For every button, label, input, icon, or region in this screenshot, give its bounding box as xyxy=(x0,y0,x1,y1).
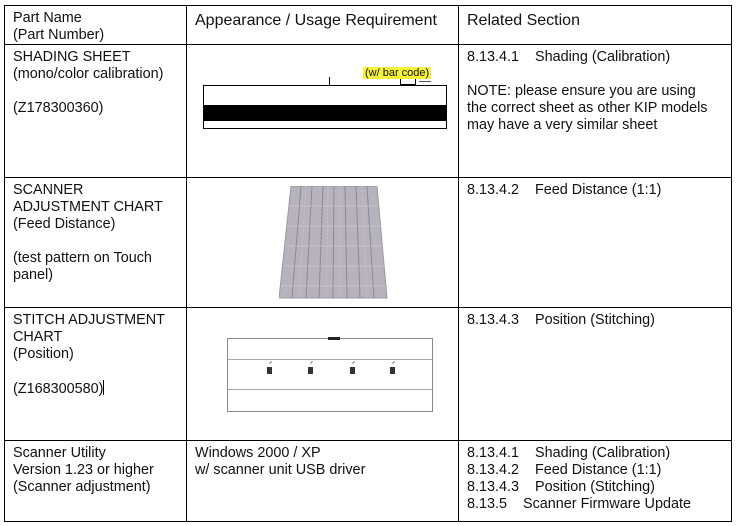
text-cursor xyxy=(103,380,104,395)
header-related-section-text: Related Section xyxy=(467,12,580,29)
dash-icon xyxy=(419,81,431,82)
note-line: may have a very similar sheet xyxy=(467,117,658,133)
header-row xyxy=(5,6,732,45)
stitch-marker-icon xyxy=(350,367,355,374)
part-name-line: (Feed Distance) xyxy=(13,216,116,232)
stitch-chart-illustration xyxy=(195,312,451,432)
table-row xyxy=(5,308,732,441)
part-name-line: (Position) xyxy=(13,346,74,362)
part-name-line: (Scanner adjustment) xyxy=(13,479,151,495)
part-name-line: Scanner Utility xyxy=(13,445,106,461)
section-ref: 8.13.4.1 Shading (Calibration) xyxy=(467,49,671,65)
header-appearance xyxy=(187,6,459,45)
header-part-name-line1: Part Name xyxy=(13,10,82,26)
appearance-line: w/ scanner unit USB driver xyxy=(195,462,366,478)
appearance-cell xyxy=(187,441,459,522)
note-line: NOTE: please ensure you are using xyxy=(467,83,696,99)
marker-icon xyxy=(329,77,330,85)
part-name-line: ADJUSTMENT CHART xyxy=(13,199,163,215)
part-name-line: SHADING SHEET xyxy=(13,49,131,65)
header-part-name xyxy=(5,6,187,45)
bar-code-label: (w/ bar code) xyxy=(365,67,430,79)
section-ref: 8.13.4.3 Position (Stitching) xyxy=(467,312,655,328)
stitch-chart-image xyxy=(227,338,433,412)
part-note-line: (test pattern on Touch xyxy=(13,250,152,266)
appearance-cell xyxy=(187,308,459,441)
header-related-section xyxy=(459,6,732,45)
part-number: (Z168300580) xyxy=(13,381,104,397)
related-section-cell xyxy=(459,178,732,308)
stitch-marker-icon xyxy=(308,367,313,374)
part-name-cell xyxy=(5,178,187,308)
section-ref: 8.13.4.2 Feed Distance (1:1) xyxy=(467,462,662,478)
part-note-line: panel) xyxy=(13,267,54,283)
section-ref: 8.13.4.2 Feed Distance (1:1) xyxy=(467,182,662,198)
part-name-cell xyxy=(5,308,187,441)
part-name-cell xyxy=(5,441,187,522)
related-section-cell xyxy=(459,308,732,441)
part-name-line: Version 1.23 or higher xyxy=(13,462,154,478)
related-section-cell xyxy=(459,45,732,178)
shading-sheet-illustration xyxy=(195,49,451,169)
note-line: the correct sheet as other KIP models xyxy=(467,100,708,116)
related-section-cell xyxy=(459,441,732,522)
table-row xyxy=(5,45,732,178)
stitch-marker-icon xyxy=(390,367,395,374)
table-row xyxy=(5,441,732,522)
scanner-chart-illustration xyxy=(195,182,451,302)
part-number: (Z178300360) xyxy=(13,100,104,116)
scanner-chart-image xyxy=(279,186,389,302)
header-part-name-line2: (Part Number) xyxy=(13,27,105,43)
parts-table xyxy=(4,5,732,522)
part-name-line: SCANNER xyxy=(13,182,84,198)
section-ref: 8.13.4.3 Position (Stitching) xyxy=(467,479,655,495)
appearance-cell xyxy=(187,178,459,308)
top-mark-icon xyxy=(328,337,340,340)
part-name-cell xyxy=(5,45,187,178)
shading-sheet-black-band xyxy=(204,105,446,121)
stitch-marker-icon xyxy=(267,367,272,374)
appearance-line: Windows 2000 / XP xyxy=(195,445,321,461)
part-name-line: CHART xyxy=(13,329,63,345)
part-name-line: (mono/color calibration) xyxy=(13,66,164,82)
appearance-cell xyxy=(187,45,459,178)
table-row xyxy=(5,178,732,308)
section-ref: 8.13.4.1 Shading (Calibration) xyxy=(467,445,671,461)
section-ref: 8.13.5 Scanner Firmware Update xyxy=(467,496,691,512)
part-name-line: STITCH ADJUSTMENT xyxy=(13,312,165,328)
shading-sheet-strip xyxy=(203,85,447,129)
header-appearance-text: Appearance / Usage Requirement xyxy=(195,12,437,29)
